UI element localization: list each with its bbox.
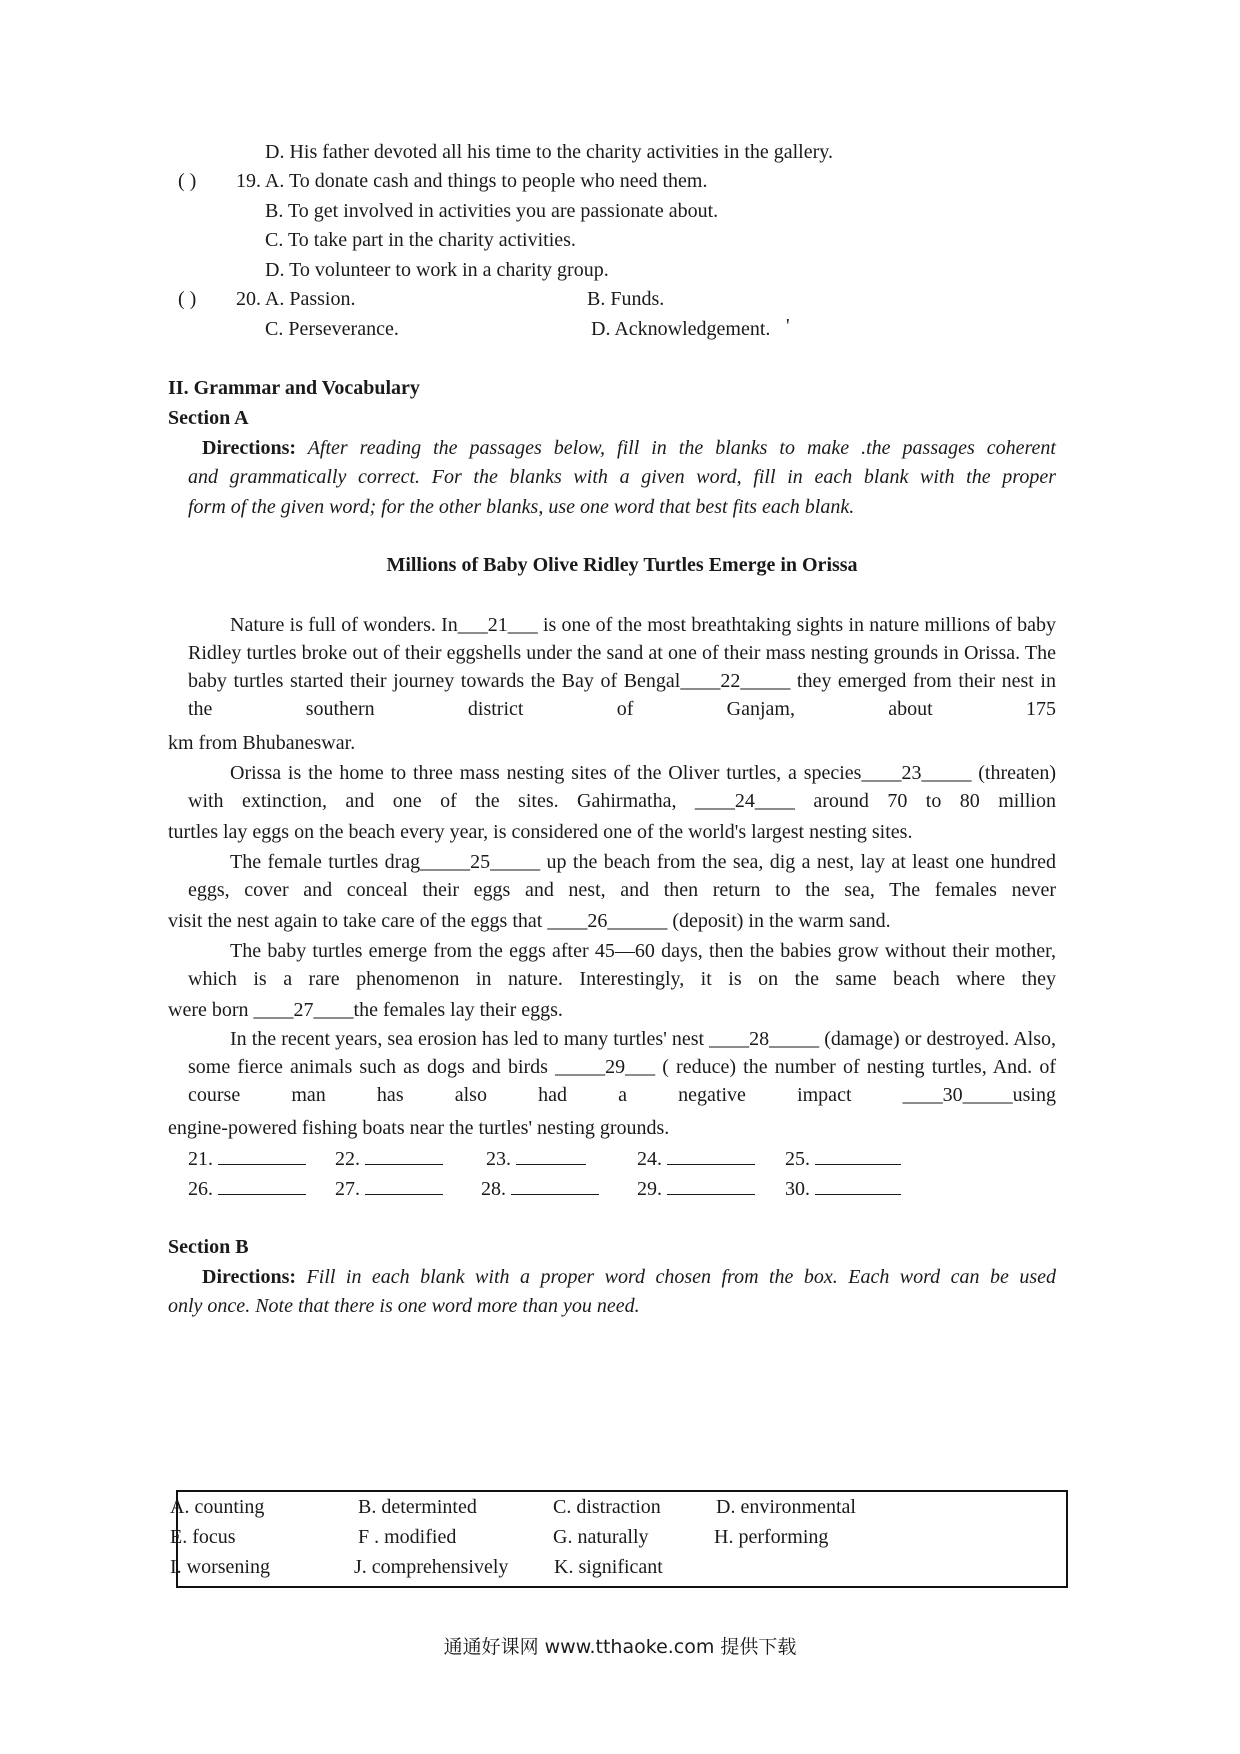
answer-21[interactable] (188, 1144, 306, 1173)
answer-number: 30. (785, 1178, 810, 1200)
passage-title: Millions of Baby Olive Ridley Turtles Emerge in Orissa (386, 554, 858, 576)
answer-blank[interactable] (365, 1144, 443, 1165)
section-a-directions-line3: form of the given word; for the other blanks, use one word that best fits each blank. (188, 496, 855, 518)
directions-label: Directions: (202, 437, 297, 459)
answer-30[interactable] (785, 1174, 901, 1203)
q20-option-d: D. Acknowledgement. (591, 318, 771, 340)
word-box (170, 1490, 1068, 1588)
q19-option-a: 19. A. To donate cash and things to people who need them. (236, 170, 708, 192)
answer-number: 27. (335, 1178, 360, 1200)
answer-28[interactable] (481, 1174, 599, 1203)
answer-number: 22. (335, 1148, 360, 1170)
q19-option-b: B. To get involved in activities you are passionate about. (265, 200, 719, 222)
q18-option-d: D. His father devoted all his time to the charity activities in the gallery. (265, 141, 833, 163)
directions-label: Directions: (202, 1266, 297, 1288)
word-i: I. worsening (170, 1556, 270, 1578)
answer-23[interactable] (486, 1144, 586, 1173)
word-j: J. comprehensively (354, 1556, 509, 1578)
q20-option-b: B. Funds. (587, 288, 665, 310)
word-h: H. performing (714, 1526, 829, 1548)
word-k: K. significant (554, 1556, 663, 1578)
stray-mark: ' (786, 315, 790, 337)
answer-number: 21. (188, 1148, 213, 1170)
word-c: C. distraction (553, 1496, 661, 1518)
answer-blank[interactable] (667, 1144, 755, 1165)
answer-blank[interactable] (365, 1174, 443, 1195)
answer-blank[interactable] (516, 1144, 586, 1165)
word-f: F . modified (358, 1526, 457, 1548)
q19-option-c: C. To take part in the charity activities. (265, 229, 576, 251)
q19-answer-paren[interactable]: ( ) (178, 170, 197, 192)
answer-26[interactable] (188, 1174, 306, 1203)
directions-text: Fill in each blank with a proper word chosen from the box. Each word can be used (306, 1266, 1057, 1288)
q20-answer-paren[interactable]: ( ) (178, 288, 197, 310)
section-b-directions-line1 (188, 1263, 1056, 1291)
answer-blank[interactable] (815, 1174, 901, 1195)
answer-blank[interactable] (218, 1144, 306, 1165)
paragraph-4-last: were born ____27____the females lay their eggs. (168, 999, 563, 1021)
paragraph-1-last: km from Bhubaneswar. (168, 732, 356, 754)
answer-blank[interactable] (667, 1174, 755, 1195)
paragraph-4: The baby turtles emerge from the eggs after 45—60 days, then the babies grow without their mother, which is a rare phenomenon in nature. Interestingly, it is on the same beach where they (188, 940, 1056, 990)
q20-option-c: C. Perseverance. (265, 318, 399, 340)
answer-number: 24. (637, 1148, 662, 1170)
answer-blank[interactable] (511, 1174, 599, 1195)
word-a: A. counting (170, 1496, 265, 1518)
section-b-heading: Section B (168, 1236, 249, 1258)
answer-24[interactable] (637, 1144, 755, 1173)
q19-option-d: D. To volunteer to work in a charity group. (265, 259, 609, 281)
section-a-directions-line2: and grammatically correct. For the blanks with a given word, fill in each blank with the proper (188, 466, 1056, 488)
paragraph-3-last: visit the nest again to take care of the eggs that ____26______ (deposit) in the warm sand. (168, 910, 891, 932)
answer-number: 29. (637, 1178, 662, 1200)
answer-29[interactable] (637, 1174, 755, 1203)
section-a-heading: Section A (168, 407, 249, 429)
answer-22[interactable] (335, 1144, 443, 1173)
paragraph-5-last: engine-powered fishing boats near the turtles' nesting grounds. (168, 1117, 670, 1139)
directions-text: After reading the passages below, fill in the blanks to make .the passages coherent (307, 437, 1056, 459)
answer-number: 25. (785, 1148, 810, 1170)
word-g: G. naturally (553, 1526, 649, 1548)
paragraph-2-last: turtles lay eggs on the beach every year, is considered one of the world's largest nesting sites. (168, 821, 913, 843)
section-b-directions-line2: only once. Note that there is one word more than you need. (168, 1295, 640, 1317)
word-b: B. determinted (358, 1496, 477, 1518)
paragraph-2: Orissa is the home to three mass nesting sites of the Oliver turtles, a species____23_____ (threaten) with extinction, and one of the sites. Gahirmatha, ____24____ around 70 to 80 million (188, 762, 1056, 812)
part-heading: II. Grammar and Vocabulary (168, 377, 420, 399)
paragraph-5: In the recent years, sea erosion has led to many turtles' nest ____28_____ (damage) or destroyed. Also, some fierce animals such as dogs and birds _____29___ ( reduce) the number of nesting turtles, And. of course man has also had a negative impact ____30_____using (188, 1028, 1056, 1106)
answer-number: 28. (481, 1178, 506, 1200)
answer-25[interactable] (785, 1144, 901, 1173)
q20-option-a: 20. A. Passion. (236, 288, 356, 310)
answer-number: 26. (188, 1178, 213, 1200)
section-a-directions-line1 (188, 434, 1056, 462)
paragraph-3: The female turtles drag_____25_____ up the beach from the sea, dig a nest, lay at least one hundred eggs, cover and conceal their eggs and nest, and then return to the sea, The females never (188, 851, 1056, 901)
word-e: E. focus (170, 1526, 236, 1548)
word-d: D. environmental (716, 1496, 856, 1518)
paragraph-1: Nature is full of wonders. In___21___ is one of the most breathtaking sights in nature millions of baby Ridley turtles broke out of their eggshells under the sand at one of their mass nesting grounds in Orissa. The baby turtles started their journey towards the Bay of Bengal____22_____ they emerged from their nest in the southern district of Ganjam, about 175 (188, 614, 1056, 720)
answer-blank[interactable] (218, 1174, 306, 1195)
answer-blank[interactable] (815, 1144, 901, 1165)
answer-number: 23. (486, 1148, 511, 1170)
footer-watermark: 通通好课网 www.tthaoke.com 提供下载 (443, 1636, 797, 1658)
answer-27[interactable] (335, 1174, 443, 1203)
